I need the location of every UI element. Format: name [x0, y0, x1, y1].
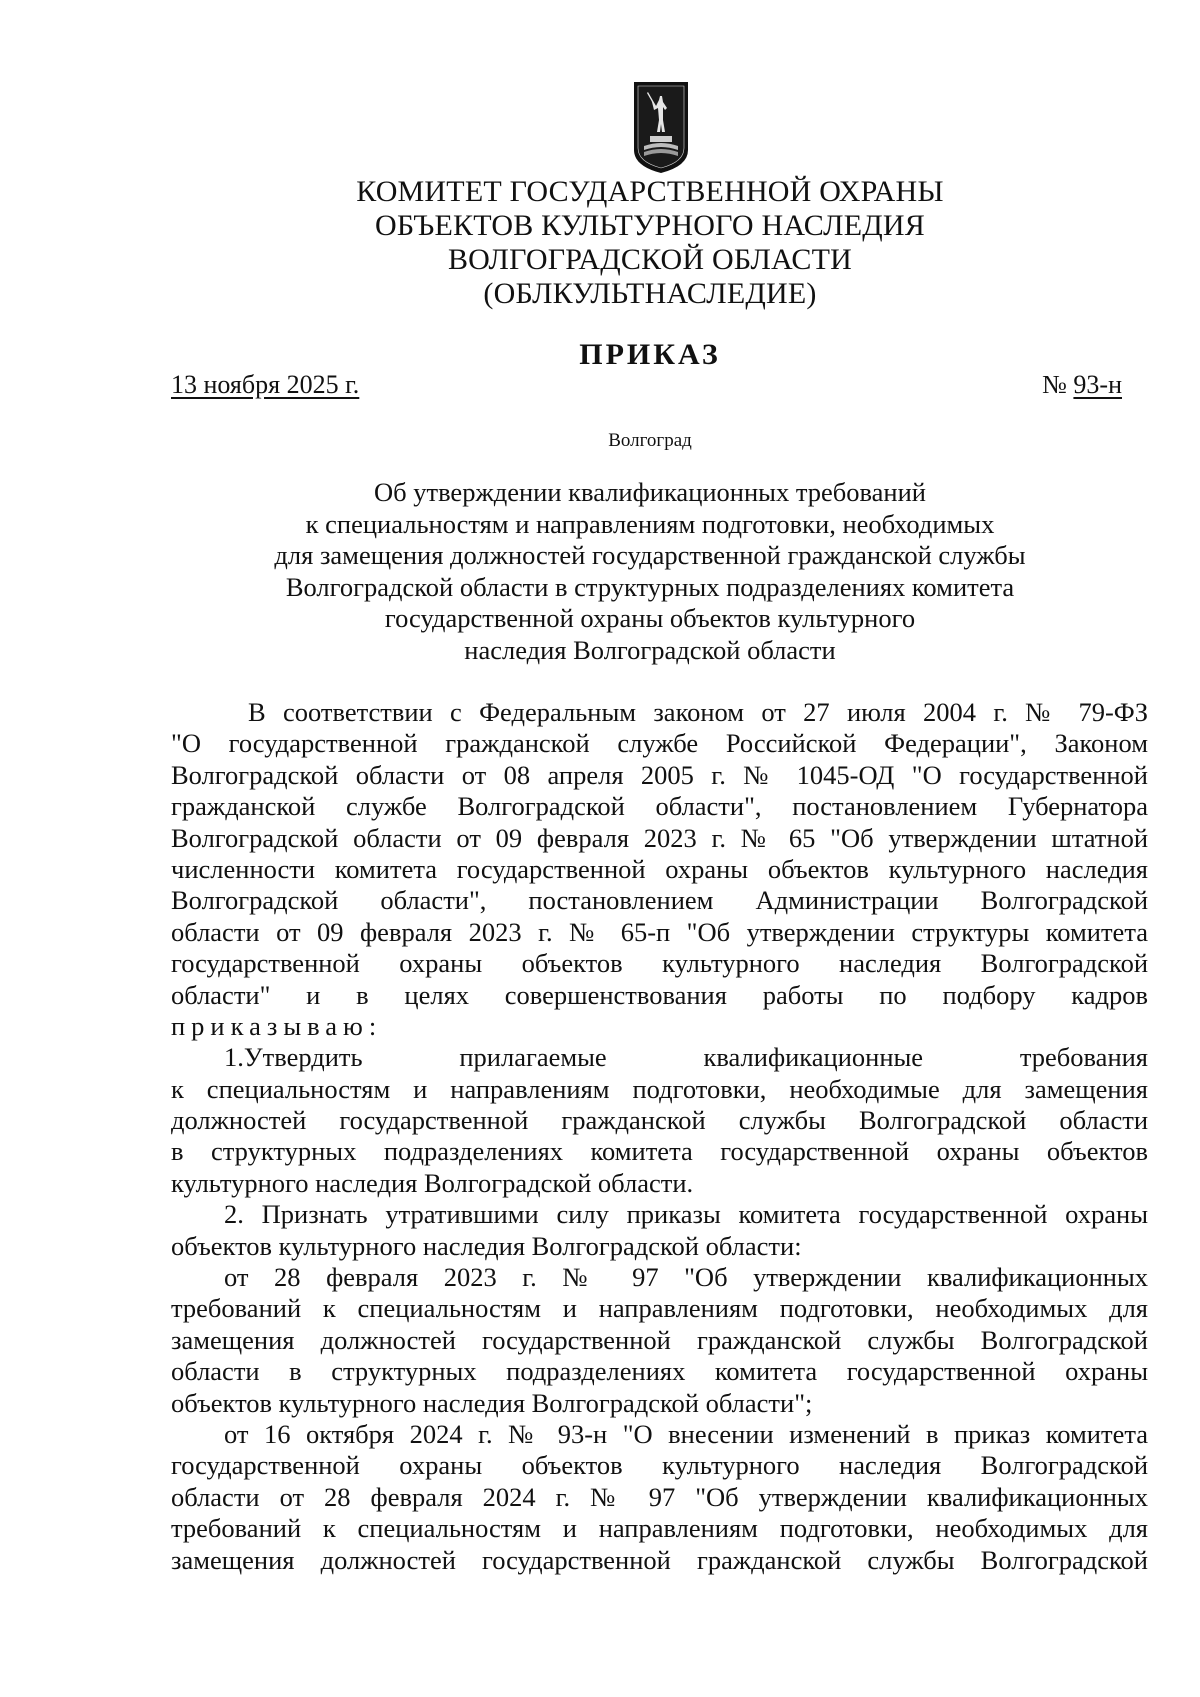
- body-line: в структурных подразделениях комитета государственной охраны объектов: [171, 1136, 1148, 1167]
- body-line: приказываю:: [171, 1010, 383, 1041]
- body-line: объектов культурного наследия Волгоградской области";: [171, 1387, 813, 1418]
- volgograd-emblem-icon: [632, 80, 690, 175]
- body-line: В соответствии с Федеральным законом от 27 июля 2004 г. № 79-ФЗ: [248, 697, 1148, 727]
- body-line: области" и в целях совершенствования работы по подбору кадров: [171, 979, 1148, 1010]
- order-date: 13 ноября 2025 г.: [171, 370, 360, 399]
- body-line: должностей государственной гражданской службы Волгоградской области: [171, 1105, 1148, 1136]
- body-line: гражданской службе Волгоградской области", постановлением Губернатора: [171, 791, 1148, 822]
- body-line: области от 28 февраля 2024 г. № 97 "Об утверждении квалификационных: [171, 1481, 1148, 1512]
- order-city: Волгоград: [608, 430, 692, 451]
- body-line: требований к специальностям и направлениям подготовки, необходимых для: [171, 1513, 1148, 1544]
- organization-name: [200, 175, 1100, 311]
- body-line: объектов культурного наследия Волгоградской области:: [171, 1230, 802, 1261]
- order-subject: [180, 477, 1120, 666]
- org-line-3: ВОЛГОГРАДСКОЙ ОБЛАСТИ: [447, 243, 853, 276]
- body-line: 2. Признать утратившими силу приказы комитета государственной охраны: [224, 1199, 1148, 1230]
- body-line: численности комитета государственной охраны объектов культурного наследия: [171, 853, 1148, 884]
- body-line: замещения должностей государственной гражданской службы Волгоградской: [171, 1324, 1148, 1355]
- order-number-prefix: №: [1042, 370, 1074, 399]
- org-line-4: (ОБЛКУЛЬТНАСЛЕДИЕ): [483, 277, 817, 310]
- subject-line: Волгоградской области в структурных подразделениях комитета: [285, 571, 1015, 602]
- body-line: от 28 февраля 2023 г. № 97 "Об утверждении квалификационных: [224, 1262, 1148, 1293]
- body-line: к специальностям и направлениям подготовки, необходимые для замещения: [171, 1073, 1148, 1104]
- subject-line: государственной охраны объектов культурного: [384, 603, 916, 633]
- body-line: области в структурных подразделениях комитета государственной охраны: [171, 1356, 1148, 1387]
- subject-line: Об утверждении квалификационных требований: [374, 477, 926, 507]
- body-line: Волгоградской области", постановлением Администрации Волгоградской: [171, 885, 1148, 916]
- body-line: "О государственной гражданской службе Российской Федерации", Законом: [171, 728, 1148, 759]
- order-number: [1042, 370, 1122, 400]
- order-title: ПРИКАЗ: [579, 338, 721, 371]
- order-body: [171, 697, 1148, 1576]
- body-line: замещения должностей государственной гражданской службы Волгоградской: [171, 1544, 1148, 1575]
- subject-line: к специальностям и направлениям подготовки, необходимых: [305, 508, 995, 539]
- body-line: Волгоградской области от 09 февраля 2023 г. № 65 "Об утверждении штатной: [171, 822, 1148, 853]
- subject-line: наследия Волгоградской области: [464, 634, 836, 665]
- body-line: области от 09 февраля 2023 г. № 65-п "Об утверждении структуры комитета: [171, 916, 1148, 947]
- body-line: Волгоградской области от 08 апреля 2005 г. № 1045-ОД "О государственной: [171, 759, 1148, 790]
- org-line-1: КОМИТЕТ ГОСУДАРСТВЕННОЙ ОХРАНЫ: [356, 175, 944, 208]
- body-line: культурного наследия Волгоградской области.: [171, 1167, 694, 1198]
- body-line: государственной охраны объектов культурного наследия Волгоградской: [171, 1450, 1148, 1481]
- org-line-2: ОБЪЕКТОВ КУЛЬТУРНОГО НАСЛЕДИЯ: [374, 209, 925, 242]
- body-line: от 16 октября 2024 г. № 93-н "О внесении изменений в приказ комитета: [224, 1418, 1148, 1449]
- subject-line: для замещения должностей государственной гражданской службы: [274, 540, 1026, 570]
- body-line: государственной охраны объектов культурного наследия Волгоградской: [171, 948, 1148, 979]
- body-line: требований к специальностям и направлениям подготовки, необходимых для: [171, 1293, 1148, 1324]
- body-line: 1.Утвердить прилагаемые квалификационные требования: [224, 1042, 1148, 1073]
- order-number-value: 93-н: [1073, 370, 1122, 399]
